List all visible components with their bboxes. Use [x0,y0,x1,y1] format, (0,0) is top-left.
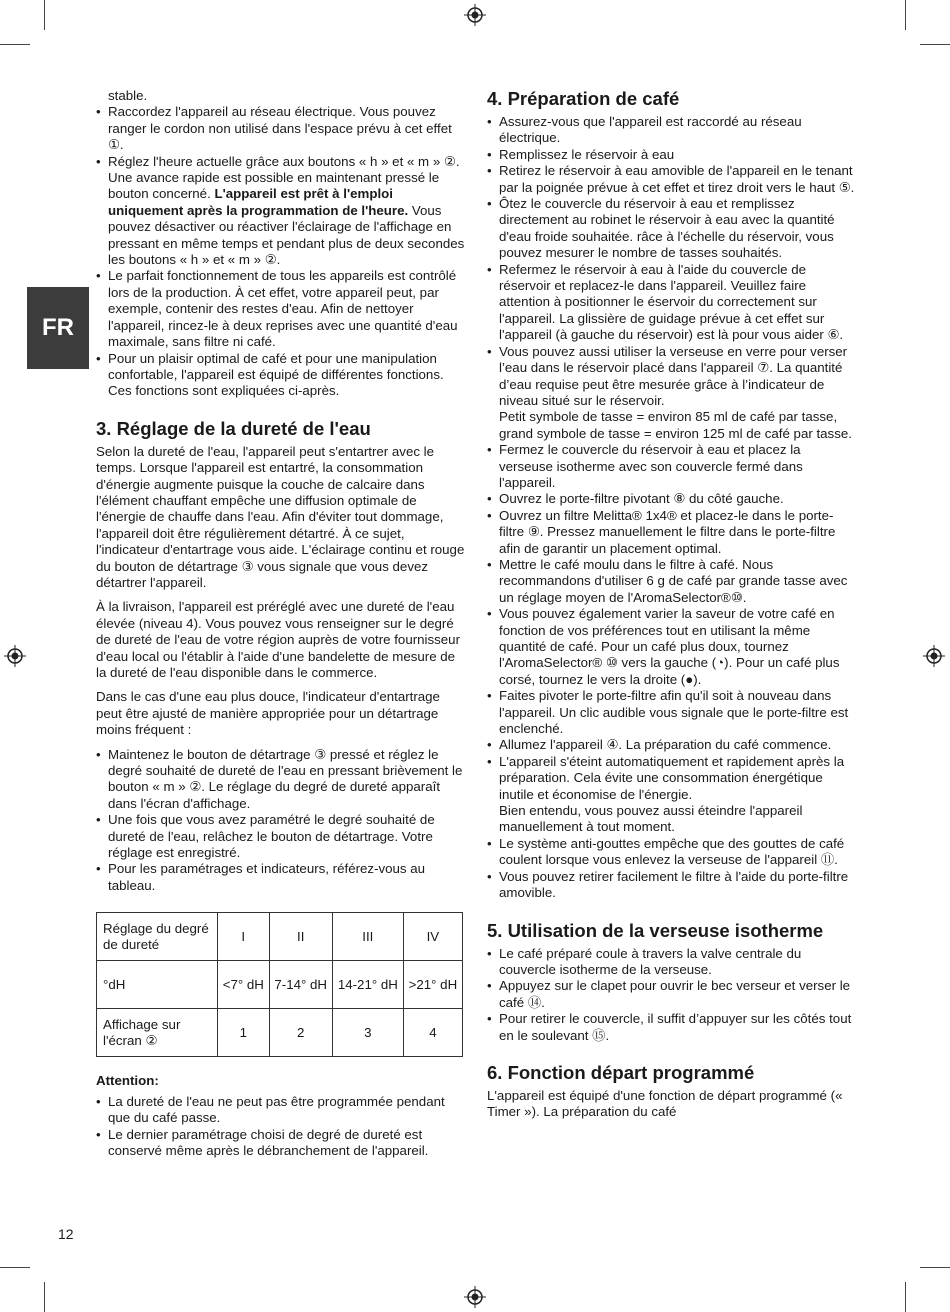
list-item: • Ôtez le couvercle du réservoir à eau et remplissez directement au robinet le réservoir à eau avec la quantité d'eau froide souhaitée. râce à l'échelle du réservoir, vous pouvez mesurer le nombre de tasses souhaités. [487,196,857,262]
list-item: • Fermez le couvercle du réservoir à eau et placez la verseuse isotherme avec son couvercle fermé dans l'appareil. [487,442,857,491]
list-item: • Une fois que vous avez paramétré le degré souhaité de dureté de l'eau, relâchez le bouton de détartrage. Votre réglage est enregistré. [96,812,468,861]
list-item: • Remplissez le réservoir à eau [487,147,857,163]
left-column [96,88,468,1165]
table-cell: 7-14° dH [269,961,332,1009]
setup-list [96,104,468,399]
registration-mark-icon [464,1286,486,1308]
list-item: • Vous pouvez aussi utiliser la verseuse en verre pour verser l’eau dans le réservoir placé dans l'appareil ⑦. La quantité d’eau requise peut être mesurée grâce à l’indicateur de niveau situé sur le réservoir. Petit symbole de tasse = environ 85 ml de café par tasse, grand symbole de tasse = environ 125 ml de café par tasse. [487,344,857,442]
list-item: • Ouvrez le porte-filtre pivotant ⑧ du côté gauche. [487,491,857,507]
crop-mark [44,1282,45,1312]
paragraph: Selon la dureté de l'eau, l'appareil peut s'entartrer avec le temps. Lorsque l'appareil est entartré, la consommation d'énergie augmente puisque la couche de calcaire dans l'élément chauffant empêche une diffusion optimale de l'énergie de chauffe dans l'eau. Afin d'éviter tout dommage, l'appareil doit être régulièrement détartré. À ce sujet, l'indicateur d'entartrage vous aide. L'éclairage continu et rouge du bouton de détartrage ③ vous signale que vous devez détartrer l'appareil. [96,443,465,590]
list-item: • Allumez l'appareil ④. La préparation du café commence. [487,737,857,753]
crop-mark [0,1267,30,1268]
table-cell: II [269,913,332,961]
list-item: • Le parfait fonctionnement de tous les appareils est contrôlé lors de la production. À cet effet, votre appareil peut, par exemple, contenir des restes d'eau. Afin de nettoyer l'appareil, rincez-le à deux reprises avec une quantité d'eau maximale, sans filtre ni café. [96,268,468,350]
bold-note: L'appareil est prêt à l'emploi uniquement après la programmation de l'heure. [108,186,409,218]
section-heading: 4. Préparation de café [487,88,680,109]
list-item: • Réglez l'heure actuelle grâce aux boutons « h » et « m » ②. Une avance rapide est possible en maintenant pressé le bouton concerné. L'appareil est prêt à l'emploi uniquement après la programmation de l'heure. Vous pouvez désactiver ou réactiver l'éclairage de l'affichage en pressant en même temps et pendant plus de deux secondes les boutons « h » et « m » ②. [96,154,468,269]
crop-mark [905,1282,906,1312]
hardness-list [96,747,468,895]
coffee-prep-list [487,114,857,902]
table-cell: 3 [332,1009,403,1057]
section-heading: 3. Réglage de la dureté de l'eau [96,417,371,439]
crop-mark [920,44,950,45]
attention-heading: Attention: [96,1073,159,1089]
table-cell: 1 [218,1009,270,1057]
crop-mark [905,0,906,30]
paragraph: À la livraison, l'appareil est préréglé avec une dureté de l'eau élevée (niveau 4). Vous pouvez vous renseigner sur le degré de dureté de l'eau de votre région auprès de votre fournisseur d'eau local ou l'établir à l'aide d'une bandelette de mesure de la dureté de l'eau disponible dans le commerce. [96,599,461,680]
table-cell: <7° dH [218,961,270,1009]
list-item: • Raccordez l'appareil au réseau électrique. Vous pouvez ranger le cordon non utilisé dans l'espace prévu à cet effet ①. [96,104,468,153]
table-cell: Réglage du degré de dureté [97,913,218,961]
crop-mark [920,1267,950,1268]
table-cell: IV [403,913,462,961]
registration-mark-icon [4,645,26,667]
paragraph: Dans le cas d'une eau plus douce, l'indicateur d'entartrage peut être ajusté de manière appropriée pour un détartrage moins fréquent : [96,689,440,738]
list-item: • Appuyez sur le clapet pour ouvrir le bec verseur et verser le café ⑭. [487,978,857,1011]
list-item: • Vous pouvez également varier la saveur de votre café en fonction de vos préférences tout en utilisant la même quantité de café. Pour un café plus doux, tournez l'AromaSelector® ⑩ vers la gauche (◔). Pour un café plus corsé, tournez le vers la droite (●). [487,606,857,688]
table-row [97,1009,463,1057]
continued-text: stable. [108,88,148,103]
list-item: • L'appareil s'éteint automatiquement et rapidement après la préparation. Cela évite une consommation énergétique inutile et économise de l'énergie. Bien entendu, vous pouvez aussi éteindre l'appareil manuellement à tout moment. [487,754,857,836]
list-item: • La dureté de l'eau ne peut pas être programmée pendant que du café passe. [96,1094,468,1127]
hardness-table [96,912,463,1057]
table-cell: 4 [403,1009,462,1057]
table-cell: °dH [97,961,218,1009]
table-cell: >21° dH [403,961,462,1009]
list-item: • Pour les paramétrages et indicateurs, référez-vous au tableau. [96,861,468,894]
table-cell: 2 [269,1009,332,1057]
table-cell: III [332,913,403,961]
list-item: • Retirez le réservoir à eau amovible de l'appareil en le tenant par la poignée prévue à cet effet et tirez droit vers le haut ⑤. [487,163,857,196]
paragraph: L'appareil est équipé d'une fonction de départ programmé (« Timer »). La préparation du café [487,1087,843,1120]
table-cell: Affichage sur l'écran ② [97,1009,218,1057]
list-item: • Le système anti-gouttes empêche que des gouttes de café coulent lorsque vous enlevez la verseuse de l'appareil ⑪. [487,836,857,869]
section-heading: 6. Fonction départ programmé [487,1061,755,1083]
list-item: • Maintenez le bouton de détartrage ③ pressé et réglez le degré souhaité de dureté de l'eau en pressant brièvement le bouton « m » ②. Le réglage du degré de dureté apparaît dans l'écran d'affichage. [96,747,468,813]
list-item: • Le dernier paramétrage choisi de degré de dureté est conservé même après le débranchement de l'appareil. [96,1127,468,1160]
registration-mark-icon [464,4,486,26]
list-item: • Ouvrez un filtre Melitta® 1x4® et placez-le dans le porte-filtre ⑨. Pressez manuellement le filtre dans le porte-filtre afin de garantir un placement optimal. [487,508,857,557]
attention-list [96,1094,468,1160]
list-item: • Vous pouvez retirer facilement le filtre à l'aide du porte-filtre amovible. [487,869,857,902]
list-item: • Le café préparé coule à travers la valve centrale du couvercle isotherme de la verseuse. [487,946,857,979]
list-item: • Faites pivoter le porte-filtre afin qu'il soit à nouveau dans l'appareil. Un clic audible vous signale que le porte-filtre est enclenché. [487,688,857,737]
registration-mark-icon [923,645,945,667]
crop-mark [44,0,45,30]
table-cell: I [218,913,270,961]
list-item: • Pour retirer le couvercle, il suffit d’appuyer sur les côtés tout en le soulevant ⑮. [487,1011,857,1044]
list-item: • Pour un plaisir optimal de café et pour une manipulation confortable, l'appareil est équipé de différentes fonctions. Ces fonctions sont expliquées ci-après. [96,351,468,400]
list-item: • Refermez le réservoir à eau à l'aide du couvercle de réservoir et replacez-le dans l'appareil. Veuillez faire attention à positionner le éservoir du correctement sur l'appareil. La glissière de guidage prévue à cet effet sur l'appareil (à gauche du réservoir) est là pour vous aider ⑥. [487,262,857,344]
carafe-list [487,946,857,1044]
section-heading: 5. Utilisation de la verseuse isotherme [487,919,824,941]
table-cell: 14-21° dH [332,961,403,1009]
page-number: 12 [58,1226,74,1242]
right-column [487,88,857,1129]
list-item: • Assurez-vous que l'appareil est raccordé au réseau électrique. [487,114,857,147]
language-tab: FR [27,287,89,369]
table-row [97,913,463,961]
crop-mark [0,44,30,45]
table-row [97,961,463,1009]
list-item: • Mettre le café moulu dans le filtre à café. Nous recommandons d'utiliser 6 g de café par grande tasse avec un réglage moyen de l'AromaSelector®⑩. [487,557,857,606]
